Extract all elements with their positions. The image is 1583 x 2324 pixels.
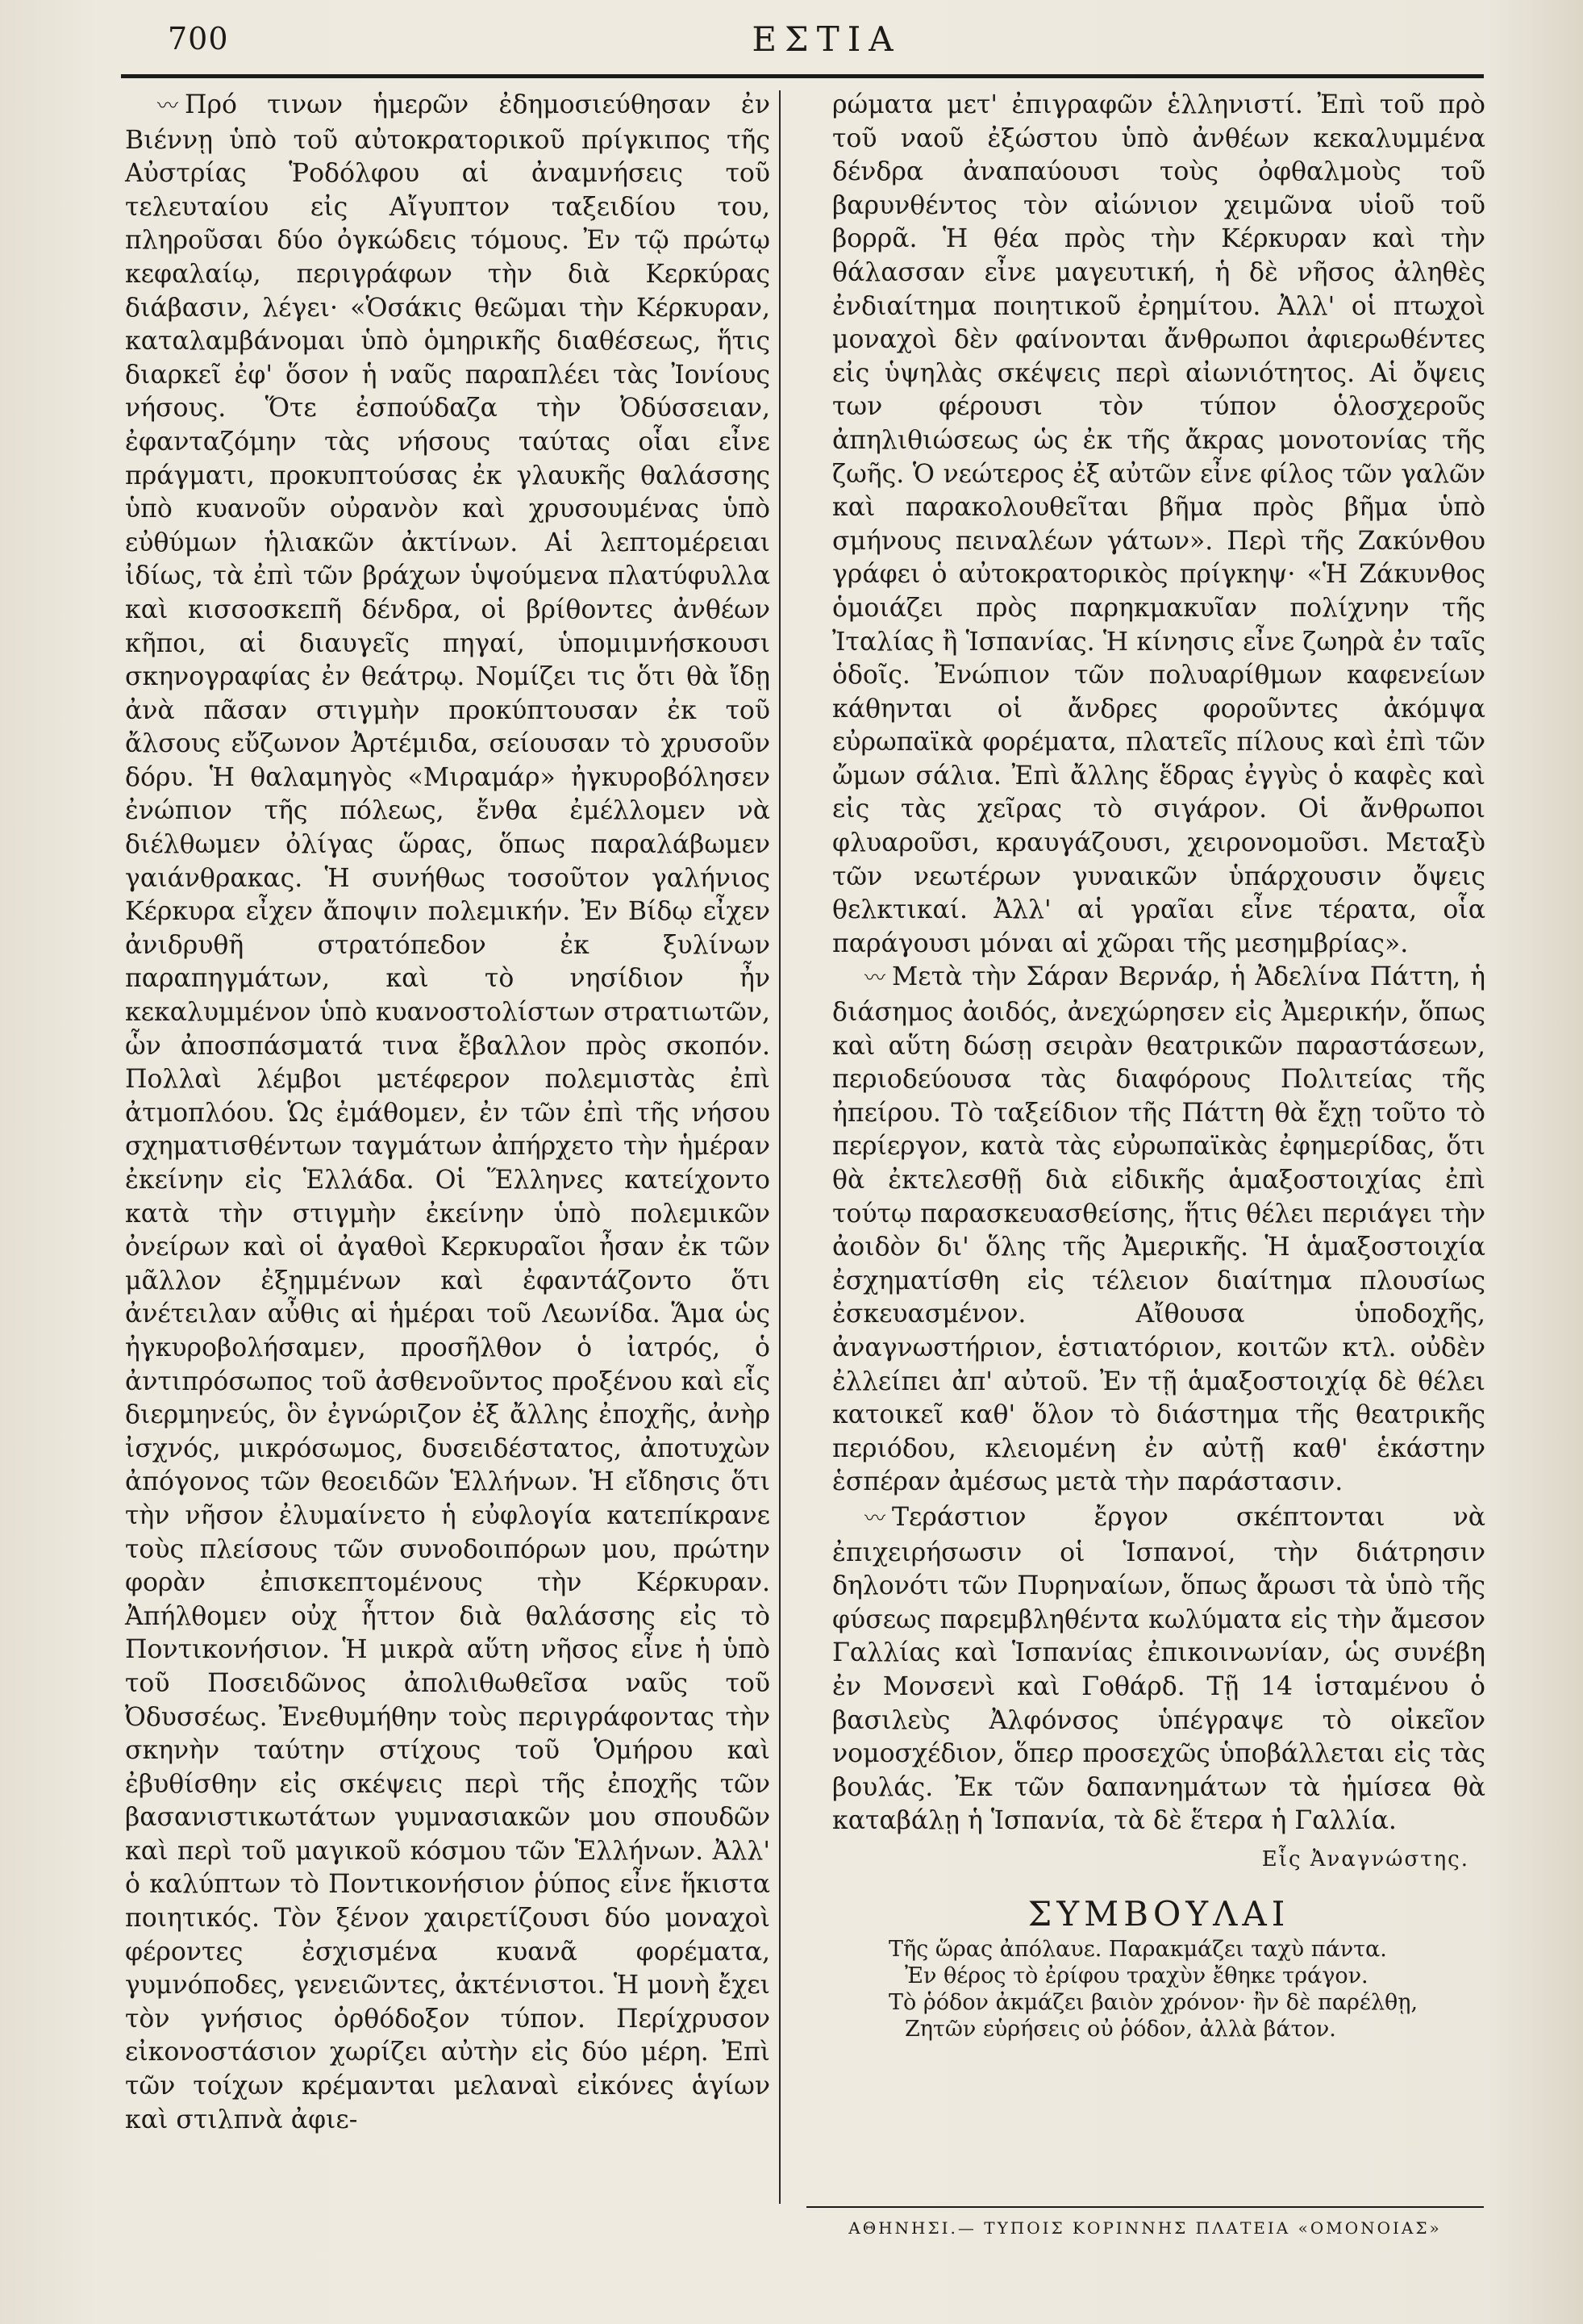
poem-title: ΣΥΜΒΟΥΛΑΙ <box>1027 1894 1290 1934</box>
printer-imprint: ΑΘΗΝΗΣΙ.— ΤΥΠΟΙΣ ΚΟΡΙΝΝΗΣ ΠΛΑΤΕΙΑ «ΟΜΟΝΟΙΑΣ» <box>848 2218 1442 2238</box>
poem-line: Τὸ ῥόδον ἀκμάζει βαιὸν χρόνον· ἢν δὲ παρέλθῃ, <box>889 1990 1418 2016</box>
poem-line: Ἐν θέρος τὸ ἐρίφου τραχὺν ἔθηκε τράγον. <box>905 1963 1368 1989</box>
running-title: ΕΣΤΙΑ <box>752 19 902 59</box>
paragraph-text: Πρό τινων ἡμερῶν ἐδημοσιεύθησαν ἐν Βιέννῃ ὑπὸ τοῦ αὐτοκρατορικοῦ πρίγκιπος τῆς Αὐστρίας Ῥοδόλφου αἱ ἀναμνήσεις τοῦ τελευταίου εἰς Αἴγυπτον ταξειδίου του, πληροῦσαι δύο ὀγκώδεις τόμους. Ἐν τῷ πρώτῳ κεφαλαίῳ, περιγράφων τὴν διὰ Κερκύρας διάβασιν, λέγει· «Ὁσάκις θεῶμαι τὴν Κέρκυραν, καταλαμβάνομαι ὑπὸ ὁμηρικῆς διαθέσεως, ἥτις διαρκεῖ ἐφ' ὅσον ἡ ναῦς παραπλέει τὰς Ἰονίους νήσους. Ὅτε ἐσπούδαζα τὴν Ὀδύσσειαν, ἐφανταζόμην τὰς νήσους ταύτας οἷαι εἶνε πράγματι, προκυπτούσας ἐκ γλαυκῆς θαλάσσης ὑπὸ κυανοῦν οὐρανὸν καὶ χρυσουμένας ὑπὸ εὐθύμων ἡλιακῶν ἀκτίνων. Αἱ λεπτομέρειαι ἰδίως, τὰ ἐπὶ τῶν βράχων ὑψούμενα πλατύφυλλα καὶ κισσοσκεπῆ δένδρα, οἱ βρίθοντες ἀνθέων κῆποι, αἱ διαυγεῖς πηγαί, ὑπομιμνήσκουσι σκηνογραφίας ἐν θεάτρῳ. Νομίζει τις ὅτι θὰ ἴδῃ ἀνὰ πᾶσαν στιγμὴν προκύπτουσαν ἐκ τοῦ ἄλσους εὔζωνον Ἀρτέμιδα, σείουσαν τὸ χρυσοῦν δόρυ. Ἡ θαλαμηγὸς «Μιραμάρ» ἠγκυροβόλησεν ἐνώπιον τῆς πόλεως, ἔνθα ἐμέλλομεν νὰ διέλθωμεν ὀλίγας ὥρας, ὅπως παραλάβωμεν γαιάνθρακας. Ἡ συνήθως τοσοῦτον γαλήνιος Κέρκυρα εἶχεν ἄποψιν πολεμικήν. Ἐν Βίδῳ εἶχεν ἀνιδρυθῆ στρατόπεδον ἐκ ξυλίνων παραπηγμάτων, καὶ τὸ νησίδιον ἦν κεκαλυμμένον ὑπὸ κυανοστολίστων στρατιωτῶν, ὧν ἀποσπάσματά τινα ἔβαλλον πρὸς σκοπόν. Πολλαὶ λέμβοι μετέφερον πολεμιστὰς ἐπὶ ἀτμοπλόου. Ὡς ἐμάθομεν, ἐν τῶν ἐπὶ τῆς νήσου σχηματισθέντων ταγμάτων ἀπήρχετο τὴν ἡμέραν ἐκείνην εἰς Ἑλλάδα. Οἱ Ἕλληνες κατείχοντο κατὰ τὴν στιγμὴν ἐκείνην ὑπὸ πολεμικῶν ὀνείρων καὶ οἱ ἀγαθοὶ Κερκυραῖοι ἦσαν ἐκ τῶν μᾶλλον ἐξημμένων καὶ ἐφαντάζοντο ὅτι ἀνέτειλαν αὖθις αἱ ἡμέραι τοῦ Λεωνίδα. Ἅμα ὡς ἠγκυροβολήσαμεν, προσῆλθον ὁ ἰατρός, ὁ ἀντιπρόσωπος τοῦ ἀσθενοῦντος προξένου καὶ εἷς διερμηνεύς, ὃν ἐγνώριζον ἐξ ἄλλης ἐποχῆς, ἀνὴρ ἰσχνός, μικρόσωμος, δυσειδέστατος, ἀποτυχὼν ἀπόγονος τῶν θεοειδῶν Ἑλλήνων. Ἡ εἴδησις ὅτι τὴν νῆσον ἐλυμαίνετο ἡ εὐφλογία κατεπίκρανε τοὺς πλείσους τῶν συνοδοιπόρων μου, πρώτην φορὰν ἐπισκεπτομένους τὴν Κέρκυραν. Ἀπήλθομεν οὐχ ἧττον διὰ θαλάσσης εἰς τὸ Ποντικονήσιον. Ἡ μικρὰ αὕτη νῆσος εἶνε ἡ ὑπὸ τοῦ Ποσειδῶνος ἀπολιθωθεῖσα ναῦς τοῦ Ὀδυσσέως. Ἐνεθυμήθην τοὺς περιγράφοντας τὴν σκηνὴν ταύτην στίχους τοῦ Ὁμήρου καὶ ἐβυθίσθην εἰς σκέψεις περὶ τῆς ἐποχῆς τῶν βασανιστικωτάτων γυμνασιακῶν μου σπουδῶν καὶ περὶ τοῦ μαγικοῦ κόσμου τῶν Ἑλλήνων. Ἀλλ' ὁ καλύπτων τὸ Ποντικονήσιον ῥύπος εἶνε ἥκιστα ποιητικός. Τὸν ξένον χαιρετίζουσι δύο μοναχοὶ φέροντες ἐσχισμένα κυανᾶ φορέματα, γυμνόποδες, γενειῶντες, ἀκτένιστοι. Ἡ μονὴ ἔχει τὸν γνήσιος ὀρθόδοξον τύπον. Περίχρυσον εἰκονοστάσιον χωρίζει αὐτὴν εἰς δύο μέρη. Ἐπὶ τῶν τοίχων κρέμανται μελαναὶ εἰκόνες ἁγίων καὶ στιλπνὰ ἀφιε- <box>125 90 770 2134</box>
left-column <box>125 89 770 2137</box>
poem-line: Ζητῶν εὑρήσεις οὐ ῥόδον, ἀλλὰ βάτον. <box>905 2017 1336 2042</box>
ornament-icon: 〰 <box>864 966 885 991</box>
column-divider <box>779 90 781 2204</box>
continued-paragraph: ρώματα μετ' ἐπιγραφῶν ἑλληνιστί. Ἐπὶ τοῦ πρὸ τοῦ ναοῦ ἐξώστου ὑπὸ ἀνθέων κεκαλυμμένα δένδρα ἀναπαύουσι τοὺς ὀφθαλμοὺς τοῦ βαρυνθέντος τὸν αἰώνιον χειμῶνα υἱοῦ τοῦ βορρᾶ. Ἡ θέα πρὸς τὴν Κέρκυραν καὶ τὴν θάλασσαν εἶνε μαγευτική, ἡ δὲ νῆσος ἀληθὲς ἐνδιαίτημα ποιητικοῦ ἐρημίτου. Ἀλλ' οἱ πτωχοὶ μοναχοὶ δὲν φαίνονται ἄνθρωποι ἀφιερωθέντες εἰς ὑψηλὰς σκέψεις περὶ αἰωνιότητος. Αἱ ὄψεις των φέρουσι τὸν τύπον ὁλοσχεροῦς ἀπηλιθιώσεως ὡς ἐκ τῆς ἄκρας μονοτονίας τῆς ζωῆς. Ὁ νεώτερος ἐξ αὐτῶν εἶνε φίλος τῶν γαλῶν καὶ παρακολουθεῖται βῆμα πρὸς βῆμα ὑπὸ σμήνους πειναλέων γάτων». Περὶ τῆς Ζακύνθου γράφει ὁ αὐτοκρατορικὸς πρίγκηψ· «Ἡ Ζάκυνθος ὁμοιάζει πρὸς παρηκμακυῖαν πολίχνην τῆς Ἰταλίας ἢ Ἱσπανίας. Ἡ κίνησις εἶνε ζωηρὰ ἐν ταῖς ὁδοῖς. Ἐνώπιον τῶν πολυαρίθμων καφενείων κάθηνται οἱ ἄνδρες φοροῦντες ἀκόμψα εὐρωπαϊκὰ φορέματα, πλατεῖς πίλους καὶ ἐπὶ τῶν ὤμων σάλια. Ἐπὶ ἄλλης ἕδρας ἐγγὺς ὁ καφὲς καὶ εἰς τὰς χεῖρας τὸ σιγάρον. Οἱ ἄνθρωποι φλυαροῦσι, κραυγάζουσι, χειρονομοῦσι. Μεταξὺ τῶν νεωτέρων γυναικῶν ὑπάρχουσιν ὄψεις θελκτικαί. Ἀλλ' αἱ γραῖαι εἶνε τέρατα, οἷα παράγουσι μόναι αἱ χῶραι τῆς μεσημβρίας». <box>832 90 1485 958</box>
article-pyrenees-paragraph <box>832 1501 1485 1838</box>
article-patti-paragraph <box>832 961 1485 1500</box>
signature: Εἷς Ἀναγνώστης. <box>1261 1846 1469 1871</box>
article-zaku-paragraph <box>125 89 770 2137</box>
header-rule <box>121 74 1484 78</box>
paragraph-text: Μετὰ τὴν Σάραν Βερνάρ, ἡ Ἀδελίνα Πάττη, ἡ διάσημος ἀοιδός, ἀνεχώρησεν εἰς Ἀμερικήν, ὅπως καὶ αὕτη δώσῃ σειρὰν θεατρικῶν παραστάσεων, περιοδεύουσα τὰς διαφόρους Πολιτείας τῆς ἠπείρου. Τὸ ταξείδιον τῆς Πάττη θὰ ἔχῃ τοῦτο τὸ περίεργον, κατὰ τὰς εὐρωπαϊκὰς ἐφημερίδας, ὅτι θὰ ἐκτελεσθῇ διὰ εἰδικῆς ἁμαξοστοιχίας ἐπὶ τούτῳ παρασκευασθείσης, ἥτις θέλει περιάγει τὴν ἀοιδὸν δι' ὅλης τῆς Ἀμερικῆς. Ἡ ἁμαξοστοιχία ἐσχηματίσθη εἰς τέλειον διαίτημα πλουσίως ἐσκευασμένον. Αἴθουσα ὑποδοχῆς, ἀναγνωστήριον, ἑστιατόριον, κοιτῶν κτλ. οὐδὲν ἐλλείπει ἀπ' αὐτοῦ. Ἐν τῇ ἁμαξοστοιχίᾳ δὲ θέλει κατοικεῖ καθ' ὅλον τὸ διάστημα τῆς θεατρικῆς περιόδου, κλειομένη ἐν αὐτῇ καθ' ἑκάστην ἑσπέραν ἀμέσως μετὰ τὴν παράστασιν. <box>832 962 1485 1497</box>
poem-line: Τῆς ὥρας ἀπόλαυε. Παρακμάζει ταχὺ πάντα. <box>889 1937 1387 1963</box>
paragraph-text: Τεράστιον ἔργον σκέπτονται νὰ ἐπιχειρήσωσιν οἱ Ἱσπανοί, τὴν διάτρησιν δηλονότι τῶν Πυρηναίων, ὅπως ἄρωσι τὰ ὑπὸ τῆς φύσεως παρεμβληθέντα κωλύματα εἰς τὴν ἄμεσον Γαλλίας καὶ Ἱσπανίας ἐπικοινωνίαν, ὡς συνέβη ἐν Μονσενὶ καὶ Γοθάρδ. Τῇ 14 ἱσταμένου ὁ βασιλεὺς Ἀλφόνσος ὑπέγραψε τὸ οἰκεῖον νομοσχέδιον, ὅπερ προσεχῶς ὑποβάλλεται εἰς τὰς βουλάς. Ἐκ τῶν δαπανημάτων τὰ ἡμίσεα θὰ καταβάλῃ ἡ Ἱσπανία, τὰ δὲ ἕτερα ἡ Γαλλία. <box>832 1502 1485 1836</box>
page-header <box>161 18 1492 66</box>
right-column <box>832 89 1485 2042</box>
page-number: 700 <box>168 21 229 56</box>
ornament-icon: 〰 <box>864 1506 885 1531</box>
ornament-icon: 〰 <box>157 94 177 119</box>
footer-rule <box>806 2206 1484 2208</box>
